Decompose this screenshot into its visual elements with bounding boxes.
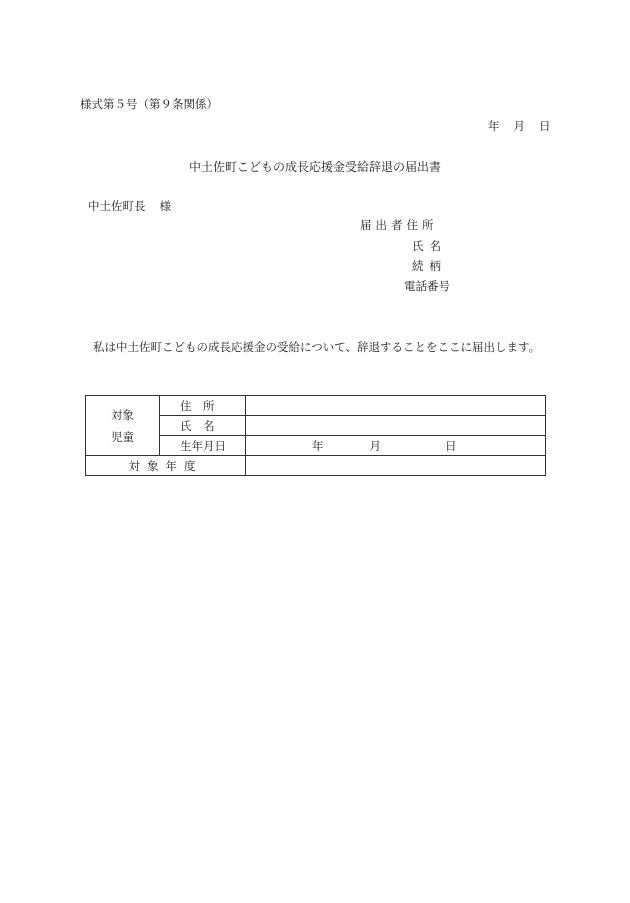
child-address-label: 住 所 xyxy=(160,396,246,416)
addressee-name: 中土佐町長 xyxy=(88,199,146,213)
target-child-label xyxy=(86,396,160,456)
addressee-honorific: 様 xyxy=(159,199,171,213)
date-day-label: 日 xyxy=(539,119,551,133)
applicant-name-label: 氏名 xyxy=(412,239,447,253)
dob-month-label: 月 xyxy=(369,438,381,453)
child-info-table xyxy=(85,395,546,476)
applicant-relation-label: 続柄 xyxy=(412,259,447,273)
date-month-label: 月 xyxy=(513,119,525,133)
addressee xyxy=(88,199,171,213)
child-address-field[interactable] xyxy=(246,396,546,416)
document-title: 中土佐町こどもの成長応援金受給辞退の届出書 xyxy=(188,160,441,174)
applicant-address-label: 届出者住所 xyxy=(360,218,438,232)
target-child-label-line2: 児童 xyxy=(111,429,134,444)
declaration-text: 私は中土佐町こどもの成長応援金の受給について、辞退することをここに届出します。 xyxy=(93,340,541,354)
date-year-label: 年 xyxy=(488,119,500,133)
table-row-address xyxy=(86,396,546,416)
target-child-label-line1: 対象 xyxy=(111,407,134,422)
child-dob-field[interactable] xyxy=(246,436,546,456)
form-number: 様式第５号（第９条関係） xyxy=(80,97,218,111)
applicant-phone-label: 電話番号 xyxy=(404,279,450,293)
target-year-field[interactable] xyxy=(246,456,546,476)
child-name-field[interactable] xyxy=(246,416,546,436)
dob-year-label: 年 xyxy=(312,438,324,453)
child-dob-label: 生年月日 xyxy=(160,436,246,456)
table-row-target-year xyxy=(86,456,546,476)
dob-day-label: 日 xyxy=(445,438,457,453)
child-name-label: 氏 名 xyxy=(160,416,246,436)
date-line xyxy=(488,119,551,133)
target-year-label: 対象年度 xyxy=(86,456,246,476)
